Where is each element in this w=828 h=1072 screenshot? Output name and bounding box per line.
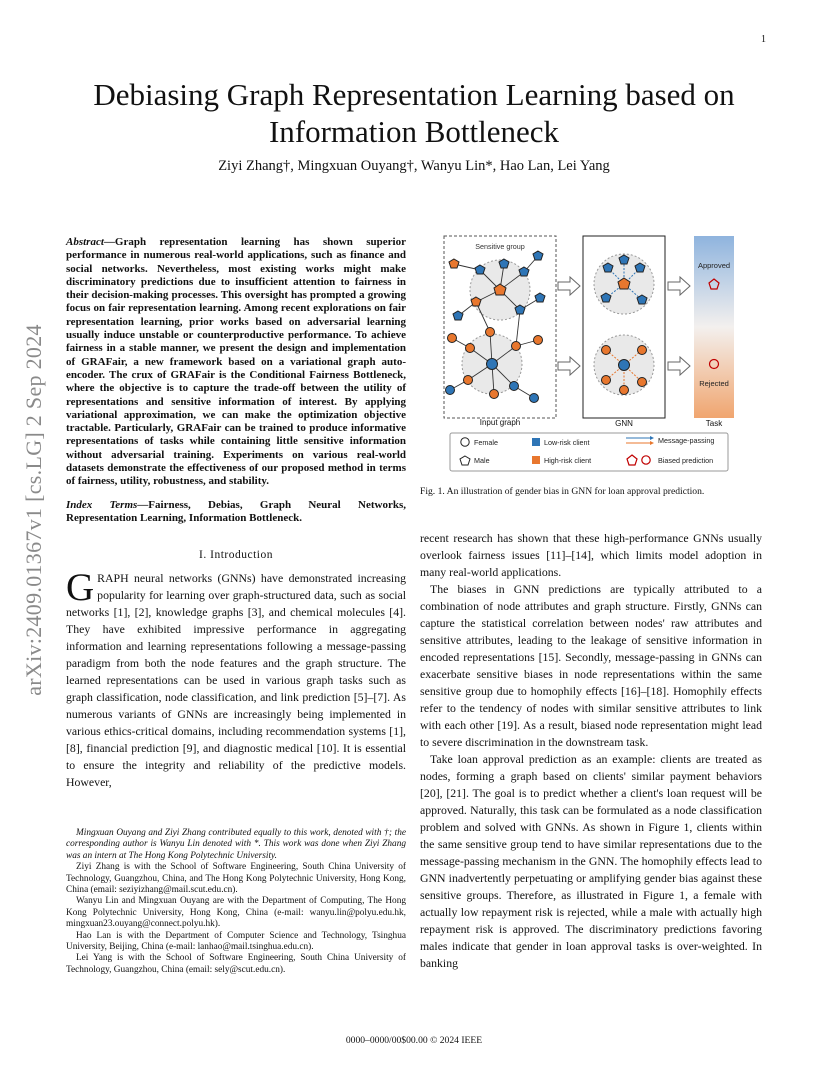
footnote-affiliation: Wanyu Lin and Mingxuan Ouyang are with the Department of Computing, The Hong Kong Polytechnic University, Hong Kong, China (e-mail: wanyu.lin@polyu.edu.hk, mingxuan23.ouyang@connect.polyu.hk). — [66, 896, 406, 930]
legend-high-risk: High-risk client — [544, 456, 592, 465]
circle-node — [446, 386, 455, 395]
circle-node — [530, 394, 539, 403]
paper-title: Debiasing Graph Representation Learning based on Information Bottleneck — [93, 77, 735, 149]
circle-node — [466, 344, 475, 353]
flow-arrow-icon — [668, 357, 690, 375]
index-terms-text: —Fairness, Debias, Graph Neural Networks, Representation Learning, Information Bottleneck. — [66, 498, 406, 524]
left-column — [66, 236, 406, 791]
footnote-affiliation: Hao Lan is with the Department of Computer Science and Technology, Tsinghua University, Beijing, China (e-mail: lanhao@mail.tsinghua.edu.cn). — [66, 930, 406, 953]
body-paragraph: The biases in GNN predictions are typically attributed to a combination of node attributes and graph structure. Firstly, GNNs can capture the statistical correlation between nodes' raw attributes and sensitive attributes, leading to the leakage of sensitive information in encoded representations [15]. Secondly, message-passing in GNNs can exacerbate sensitive biases in node representations within the same sensitive group due to homophily effects [16]–[18]. Homophily effects refer to the tendency of nodes with similar sensitive attributes to link with each other [19]. As a result, biased node representation might lead to severe discrimination in the downstream task. — [420, 582, 762, 749]
body-paragraph: recent research has shown that these high-performance GNNs usually overlook fairness issues [11]–[14], which limits model adoption in many real-world applications. — [420, 531, 762, 579]
body-paragraph: Take loan approval prediction as an example: clients are treated as nodes, forming a graph based on clients' similar payment behaviors [20], [21]. The goal is to predict whether a client's loan request will be approved. Naturally, this task can be formulated as a node classification problem and solved with GNNs. As shown in Figure 1, clients within the same sensitive group tend to have similar representations due to the message-passing mechanism in the GNN. The homophily effects lead to GNN inadvertently perpetuating or amplifying gender bias against these sensitive groups. Therefore, as illustrated in Figure 1, a female with actually low repayment risk is rejected, while a male with actually high repayment risk is approved. The discriminatory predictions favoring males indicate that gender in loan approval tasks is over-weighted. In banking — [420, 752, 762, 970]
circle-node — [620, 386, 629, 395]
flow-arrow-icon — [668, 277, 690, 295]
author-list: Ziyi Zhang†, Mingxuan Ouyang†, Wanyu Lin*, Hao Lan, Lei Yang — [218, 158, 610, 174]
abstract — [66, 236, 406, 489]
low-risk-swatch — [532, 438, 540, 446]
intro-text: RAPH neural networks (GNNs) have demonstrated increasing popularity for learning over graph-structured data, such as social networks [1], [2], knowledge graphs [3], and chemical molecules [4]. They have exhibited impressive performance in aggregating information and learning representations following a message-passing paradigm from both the node features and the graph structure. The learned representations can be used in various graph tasks such as graph classification, node classification, and link prediction [5]–[7]. As numerous variants of GNNs are increasingly being implemented in various ethics-critical domains, including recommendation systems [1], [8], financial prediction [9], and diagnostic medical [10]. It is essential to ensure the integrity and reliability of the predictive models. However, — [66, 571, 406, 790]
circle-node — [638, 378, 647, 387]
circle-node — [534, 336, 543, 345]
footnote-equal-contribution: Mingxuan Ouyang and Ziyi Zhang contributed equally to this work, denoted with †; the corresponding author is Wanyu Lin denoted with *. This work was done when Ziyi Zhang was an intern at The Hong Kong Polytechnic University. — [66, 828, 406, 861]
pentagon-node — [449, 259, 459, 268]
task-label: Task — [705, 419, 723, 428]
circle-node — [602, 346, 611, 355]
high-risk-swatch — [532, 456, 540, 464]
rejected-label: Rejected — [699, 379, 729, 388]
flow-arrow-icon — [558, 357, 580, 375]
index-terms-label: Index Terms — [66, 498, 138, 511]
circle-node — [638, 346, 647, 355]
intro-paragraph — [66, 566, 406, 791]
circle-node — [510, 382, 519, 391]
circle-node — [448, 334, 457, 343]
circle-node — [464, 376, 473, 385]
circle-node — [490, 390, 499, 399]
circle-node — [602, 376, 611, 385]
drop-cap: G — [66, 566, 95, 610]
arxiv-identifier — [14, 300, 54, 720]
pentagon-node — [533, 251, 543, 260]
arxiv-identifier-text: arXiv:2409.01367v1 [cs.LG] 2 Sep 2024 — [21, 324, 46, 696]
gnn-label: GNN — [615, 419, 633, 428]
copyright-footer: 0000–0000/00$00.00 © 2024 IEEE — [345, 1035, 483, 1046]
pentagon-node — [535, 293, 545, 302]
legend-biased-prediction: Biased prediction — [658, 456, 714, 465]
approved-label: Approved — [697, 261, 731, 270]
footnote-affiliation: Lei Yang is with the School of Software Engineering, South China University of Technology, Guangzhou, China (email: sely@scut.edu.cn). — [66, 953, 406, 975]
legend-low-risk: Low-risk client — [544, 438, 590, 447]
circle-node — [619, 360, 630, 371]
page-number: 1 — [761, 34, 766, 45]
input-graph-label: Input graph — [479, 418, 521, 427]
section-heading: I. Introduction — [199, 549, 273, 562]
abstract-text: —Graph representation learning has shown superior performance in numerous real-world applications, such as finance and social networks. Nevertheless, most existing works might make discriminatory predictions due to insufficient attention to fairness in their decision-making processes. This oversight has prompted a growing focus on fair representation learning. Among recent explorations on fair representation learning, prior works based on adversarial learning usually induce unstable or counterproductive performance. To achieve fairness in a stable manner, we present the design and implementation of GRAFair, a new framework based on a variational graph auto-encoder. The crux of GRAFair is the Conditional Fairness Bottleneck, where the objective is to capture the trade-off between the utility of representations and sensitive information of interest. By applying variational approximation, we can make the optimization objective tractable. Particularly, GRAFair can be trained to produce informative representations of tasks while containing little sensitive information without adversarial training. Experiments on various real-world datasets demonstrate the effectiveness of our proposed method in terms of fairness, utility, robustness, and stability. — [66, 236, 406, 488]
legend-message-passing: Message-passing — [658, 436, 715, 445]
circle-node — [487, 359, 498, 370]
footnotes — [66, 828, 406, 976]
legend-female: Female — [474, 438, 498, 447]
figure-1 — [420, 228, 764, 478]
abstract-label: Abstract — [66, 236, 104, 248]
legend-male: Male — [474, 456, 490, 465]
figure-1-illustration — [420, 228, 764, 478]
right-column — [420, 530, 762, 972]
flow-arrow-icon — [558, 277, 580, 295]
footnote-affiliation: Ziyi Zhang is with the School of Software Engineering, South China University of Technology, Guangzhou, China, and The Hong Kong Polytechnic University, Hong Kong, China (email: seziyizhang@mail.scut.edu.cn). — [66, 862, 406, 896]
figure-caption: Fig. 1. An illustration of gender bias in GNN for loan approval prediction. — [420, 486, 705, 497]
index-terms — [66, 499, 406, 526]
circle-node — [486, 328, 495, 337]
pentagon-node — [453, 311, 463, 320]
sensitive-group-label: Sensitive group — [475, 242, 525, 251]
circle-node — [512, 342, 521, 351]
